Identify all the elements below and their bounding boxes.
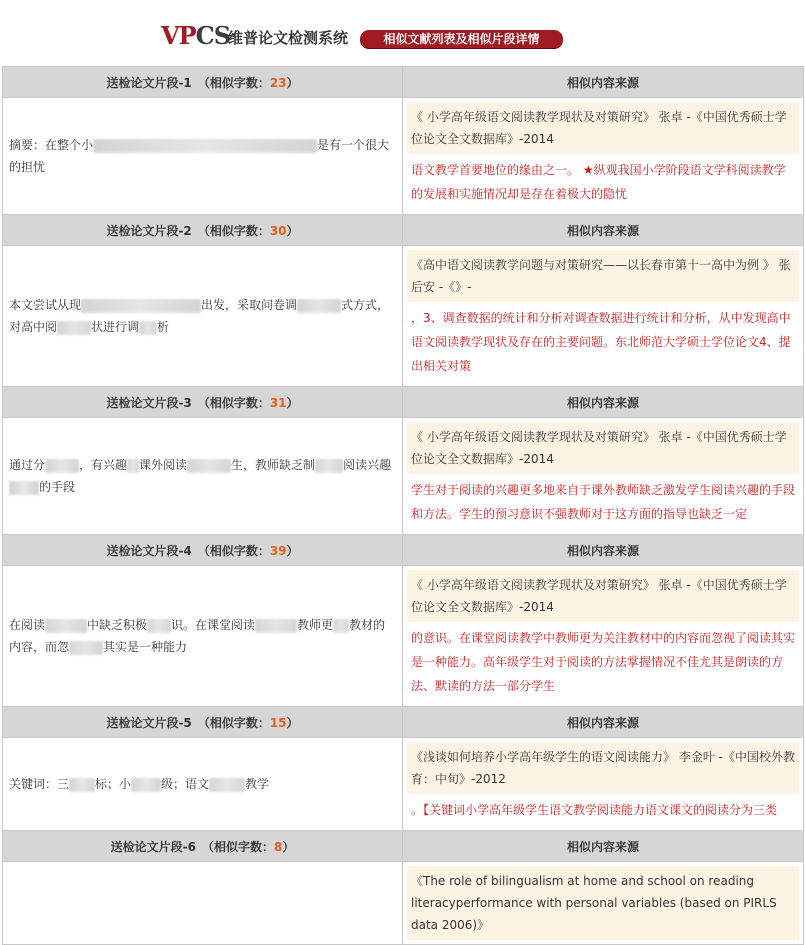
source-citation[interactable]: 《浅谈如何培养小学高年级学生的语文阅读能力》 李金叶 -《中国校外教育：中旬》-2012 <box>407 742 799 794</box>
source-citation[interactable]: 《 小学高年级语文阅读教学现状及对策研究》 张卓 -《中国优秀硕士学位论文全文数据库》-2014 <box>407 102 799 154</box>
report-type-badge: 相似文献列表及相似片段详情 <box>360 30 563 48</box>
fragment-header-row <box>3 215 804 246</box>
fragment-header-row <box>3 535 804 566</box>
fragment-title: 送检论文片段-4 （相似字数：39） <box>3 535 403 566</box>
fragment-text: 摘要：在整个小 是有一个很大的担忧 <box>3 98 403 215</box>
fragment-row <box>3 862 804 945</box>
similar-count: 23 <box>269 75 287 90</box>
source-column-header: 相似内容来源 <box>403 387 804 418</box>
fragment-header-row <box>3 831 804 862</box>
fragment-header-row <box>3 707 804 738</box>
similar-count: 39 <box>269 543 287 558</box>
fragment-row <box>3 418 804 535</box>
fragment-row <box>3 246 804 387</box>
fragment-text <box>3 862 403 945</box>
page-header <box>0 0 805 66</box>
similar-fragment: 语文教学首要地位的缘由之一。 ★纵观我国小学阶段语文学科阅读教学的发展和实施情况却是存在着极大的隐忧 <box>411 163 786 201</box>
vpcs-logo: VPCS <box>161 21 231 50</box>
fragment-title: 送检论文片段-5 （相似字数：15） <box>3 707 403 738</box>
fragment-row <box>3 566 804 707</box>
fragment-text: 本文尝试从现 出发，采取问卷调 式方式，对高中阅 状进行调 析 <box>3 246 403 387</box>
fragment-title: 送检论文片段-2 （相似字数：30） <box>3 215 403 246</box>
fragment-title: 送检论文片段-1 （相似字数：23） <box>3 67 403 98</box>
system-name: 维普论文检测系统 <box>228 29 349 47</box>
similar-fragment: 。【关键词小学高年级学生语文教学阅读能力语文课文的阅读分为三类 <box>411 803 778 817</box>
similar-fragment: 的意识。在课堂阅读教学中教师更为关注教材中的内容而忽视了阅读其实是一种能力。高年级学生对于阅读的方法掌握情况不佳尤其是朗读的方法、默读的方法一部分学生 <box>411 631 796 693</box>
fragment-header-row <box>3 387 804 418</box>
similar-count: 31 <box>269 395 287 410</box>
source-citation[interactable]: 《高中语文阅读教学问题与对策研究——以长春市第十一高中为例 》 张后安 -《》- <box>407 250 799 302</box>
source-column-header: 相似内容来源 <box>403 707 804 738</box>
similarity-table <box>2 66 804 945</box>
similar-count: 15 <box>269 715 287 730</box>
fragment-text: 关键词：三 标；小 级；语文 教学 <box>3 738 403 831</box>
source-column-header: 相似内容来源 <box>403 831 804 862</box>
source-column-header: 相似内容来源 <box>403 215 804 246</box>
source-citation[interactable]: 《The role of bilingualism at home and school on reading literacyperformance with personal variables (based on PIRLS data 2006)》 <box>407 866 799 940</box>
similar-count: 8 <box>274 839 283 854</box>
fragment-title: 送检论文片段-3 （相似字数：31） <box>3 387 403 418</box>
source-citation[interactable]: 《 小学高年级语文阅读教学现状及对策研究》 张卓 -《中国优秀硕士学位论文全文数据库》-2014 <box>407 570 799 622</box>
similar-count: 30 <box>269 223 287 238</box>
similar-fragment: 学生对于阅读的兴趣更多地来自于课外教师缺乏激发学生阅读兴趣的手段和方法。学生的预习意识不强教师对于这方面的指导也缺乏一定 <box>411 483 796 521</box>
source-citation[interactable]: 《 小学高年级语文阅读教学现状及对策研究》 张卓 -《中国优秀硕士学位论文全文数据库》-2014 <box>407 422 799 474</box>
fragment-text: 通过分 ，有兴趣 课外阅读 生，教师缺乏制 阅读兴趣的手段 <box>3 418 403 535</box>
fragment-header-row <box>3 67 804 98</box>
similar-fragment: ，3、调查数据的统计和分析对调查数据进行统计和分析，从中发现高中语文阅读教学现状及存在的主要问题。东北师范大学硕士学位论文4、提出相关对策 <box>411 311 791 373</box>
fragment-title: 送检论文片段-6 （相似字数：8） <box>3 831 403 862</box>
fragment-row <box>3 738 804 831</box>
fragment-row <box>3 98 804 215</box>
source-column-header: 相似内容来源 <box>403 535 804 566</box>
source-column-header: 相似内容来源 <box>403 67 804 98</box>
fragment-text: 在阅读 中缺乏积极 识。在课堂阅读 教师更 教材的内容，而忽 其实是一种能力 <box>3 566 403 707</box>
